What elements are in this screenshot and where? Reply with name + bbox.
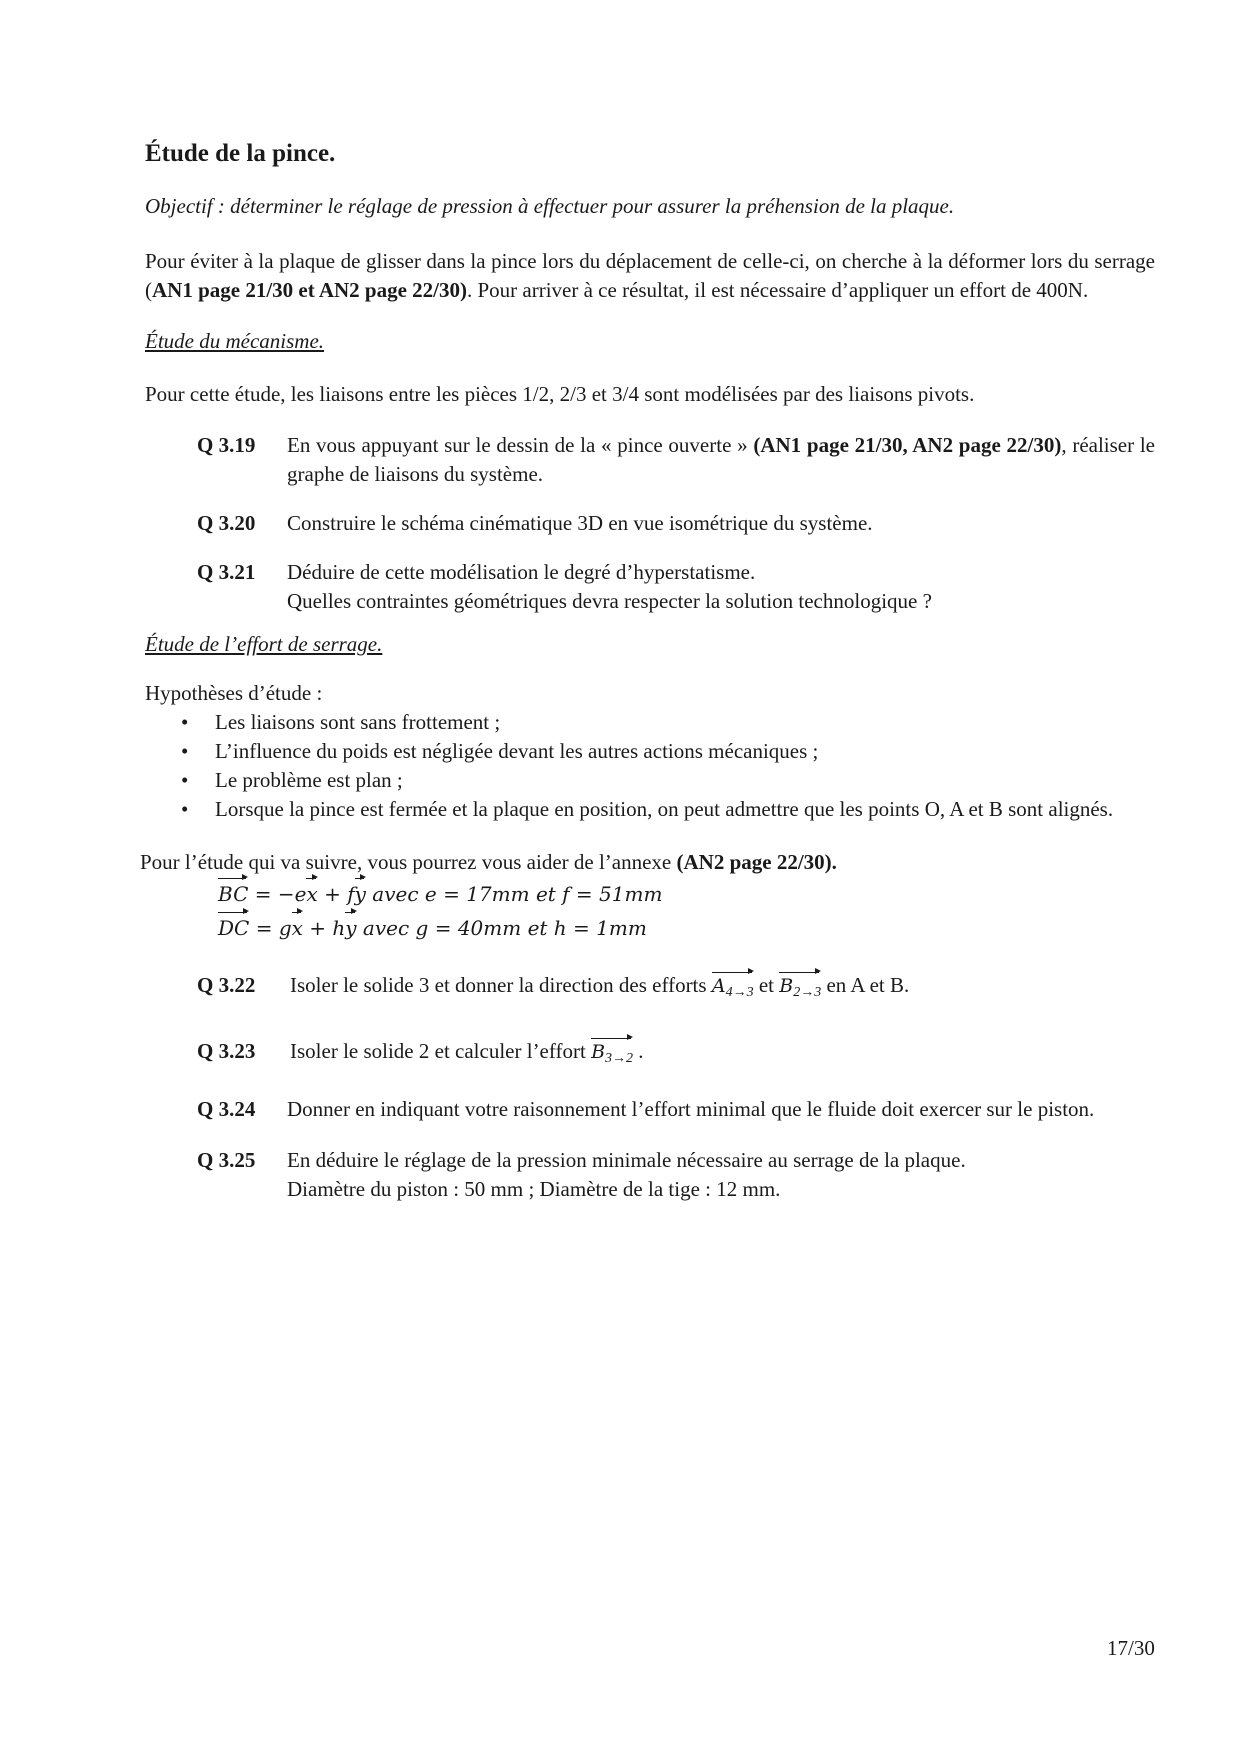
list-item <box>145 766 1155 795</box>
question-text <box>290 1037 1155 1073</box>
intro-text-2: . Pour arriver à ce résultat, il est nécessaire d’appliquer un effort de 400N. <box>466 278 1089 302</box>
vector-subscript: 3→2 <box>605 1051 634 1066</box>
hypotheses-title: Hypothèses d’étude : <box>145 681 323 705</box>
unit-vector-x: x <box>292 911 303 945</box>
vector-letter: A <box>711 975 726 997</box>
q321-line-2: Quelles contraintes géométriques devra respecter la solution technologique ? <box>287 589 932 613</box>
question-number: Q 3.19 <box>197 433 256 457</box>
question-3-25 <box>197 1146 1155 1204</box>
question-text <box>287 431 1155 489</box>
question-number: Q 3.21 <box>197 560 256 584</box>
question-number: Q 3.24 <box>197 1097 256 1121</box>
bullet-icon: • <box>181 739 189 763</box>
vector-dc: DC <box>218 911 249 945</box>
vector-bc: BC <box>218 877 248 911</box>
vector-letter: B <box>779 975 794 997</box>
q319-ref: (AN1 page 21/30, AN2 page 22/30) <box>753 433 1062 457</box>
question-number: Q 3.20 <box>197 511 256 535</box>
list-item <box>145 708 1155 737</box>
vector-b-2-3 <box>779 971 821 1007</box>
q322-text-1: Isoler le solide 3 et donner la direction des efforts <box>290 973 712 997</box>
unit-vector-y: y <box>345 911 356 945</box>
question-number: Q 3.25 <box>197 1148 256 1172</box>
q319-text-1: En vous appuyant sur le dessin de la « pince ouverte » <box>287 433 754 457</box>
q322-text-3: en A et B. <box>821 973 910 997</box>
question-number: Q 3.22 <box>197 973 256 997</box>
unit-vector-y: y <box>355 877 366 911</box>
question-3-22 <box>197 971 1155 1007</box>
list-item <box>145 795 1155 824</box>
hypothesis-text: Le problème est plan ; <box>215 768 403 792</box>
annex-ref: (AN2 page 22/30). <box>676 850 837 874</box>
q321-line-1: Déduire de cette modélisation le degré d’hyperstatisme. <box>287 560 756 584</box>
question-text: Donner en indiquant votre raisonnement l’effort minimal que le fluide doit exercer sur le piston. <box>287 1097 1095 1121</box>
hypothesis-text: L’influence du poids est négligée devant les autres actions mécaniques ; <box>215 739 819 763</box>
question-number: Q 3.23 <box>197 1039 256 1063</box>
page-title: Étude de la pince. <box>145 140 336 167</box>
intro-text-1: Pour éviter à la plaque de glisser dans la pince lors du déplacement de celle-ci, on cherche à la déformer lors du serrage ( <box>145 249 1155 302</box>
eq-condition: avec e = 17mm et f = 51mm <box>365 882 663 906</box>
intro-paragraph <box>145 247 1155 305</box>
question-3-21 <box>197 558 1155 616</box>
eq-text: = g <box>249 916 292 940</box>
hypotheses-list <box>145 708 1155 824</box>
question-3-20 <box>197 509 1155 538</box>
section-heading-effort: Étude de l’effort de serrage. <box>145 632 383 656</box>
hypothesis-text: Lorsque la pince est fermée et la plaque en position, on peut admettre que les points O, A et B sont alignés. <box>215 797 1114 821</box>
document-page <box>140 138 1155 1224</box>
q319-text-2: , réaliser le graphe de liaisons du système. <box>287 433 1155 486</box>
unit-vector-x: x <box>306 877 317 911</box>
annex-paragraph <box>140 848 1155 877</box>
intro-ref: AN1 page 21/30 et AN2 page 22/30) <box>152 278 467 302</box>
vector-letter: B <box>591 1041 606 1063</box>
eq-condition: avec g = 40mm et h = 1mm <box>356 916 647 940</box>
vector-a-4-3 <box>712 971 754 1007</box>
q325-line-1: En déduire le réglage de la pression minimale nécessaire au serrage de la plaque. <box>287 1148 966 1172</box>
eq-text: + f <box>317 882 355 906</box>
q325-line-2: Diamètre du piston : 50 mm ; Diamètre de la tige : 12 mm. <box>287 1177 781 1201</box>
q323-text-1: Isoler le solide 2 et calculer l’effort <box>290 1039 592 1063</box>
vector-subscript: 2→3 <box>793 985 822 1000</box>
hypothesis-text: Les liaisons sont sans frottement ; <box>215 710 501 734</box>
q322-text-2: et <box>753 973 780 997</box>
list-item <box>145 737 1155 766</box>
question-3-24 <box>197 1095 1155 1124</box>
page-number: 17/30 <box>1107 1636 1155 1660</box>
question-3-19 <box>197 431 1155 489</box>
vector-b-3-2 <box>591 1037 633 1073</box>
eq-text: + h <box>302 916 346 940</box>
mecanisme-text: Pour cette étude, les liaisons entre les pièces 1/2, 2/3 et 3/4 sont modélisées par des liaisons pivots. <box>145 382 975 406</box>
section-heading-mecanisme: Étude du mécanisme. <box>145 329 325 353</box>
q323-text-2: . <box>633 1039 644 1063</box>
bullet-icon: • <box>181 797 189 821</box>
question-3-23 <box>197 1037 1155 1073</box>
equation-dc <box>218 911 1155 945</box>
eq-text: = −e <box>248 882 307 906</box>
vector-subscript: 4→3 <box>725 985 754 1000</box>
equation-bc <box>218 877 1155 911</box>
question-text <box>287 558 1155 616</box>
objective-text: Objectif : déterminer le réglage de pression à effectuer pour assurer la préhension de la plaque. <box>145 194 955 218</box>
bullet-icon: • <box>181 768 189 792</box>
question-text <box>290 971 1155 1007</box>
annex-text: Pour l’étude qui va suivre, vous pourrez vous aider de l’annexe <box>140 850 677 874</box>
question-text <box>287 1146 1155 1204</box>
question-text: Construire le schéma cinématique 3D en vue isométrique du système. <box>287 511 873 535</box>
bullet-icon: • <box>181 710 189 734</box>
